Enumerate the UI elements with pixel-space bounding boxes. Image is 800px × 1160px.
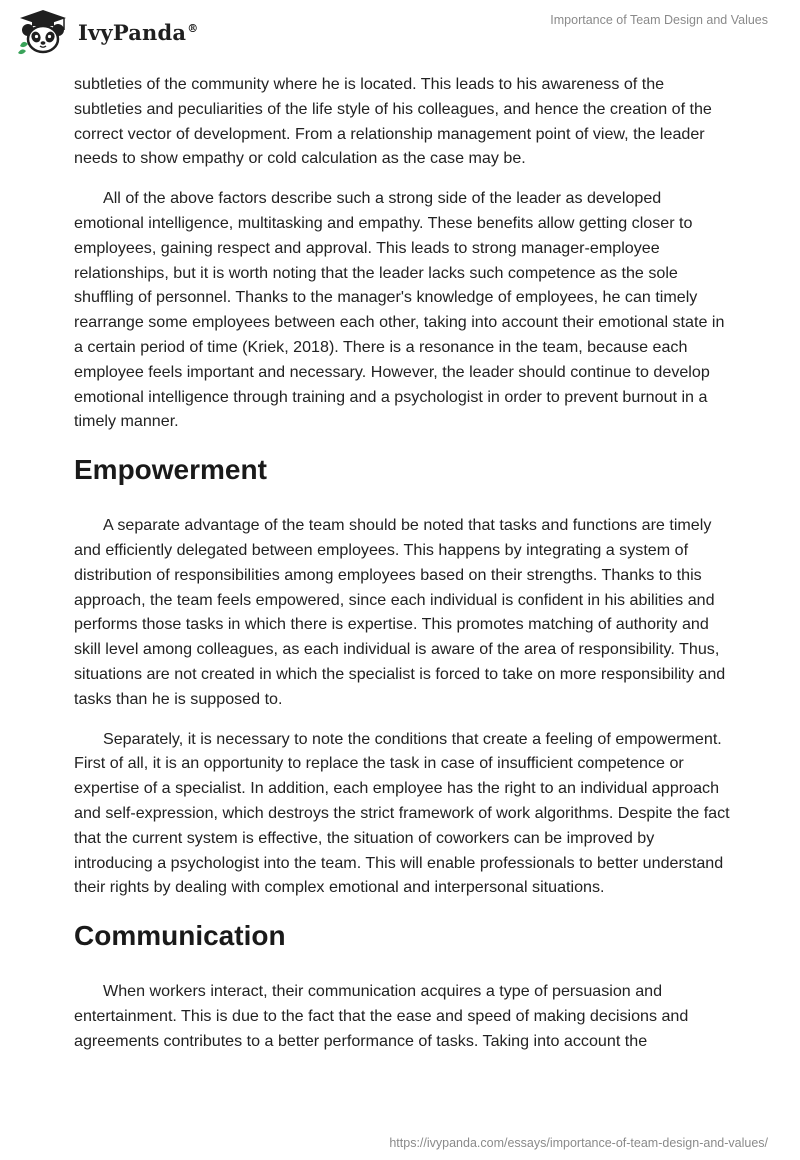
ivypanda-logo[interactable] [14,8,198,56]
paragraph: subtleties of the community where he is located. This leads to his awareness of the subtleties and peculiarities of the life style of his colleagues, and hence the creation of the correct vector of development. From a relationship management point of view, the leader needs to show empathy or cold calculation as the case may be. [74,75,712,168]
logo-text: IvyPanda [78,19,187,45]
panda-graduate-icon [14,8,72,56]
paragraph: A separate advantage of the team should be noted that tasks and functions are timely and efficiently delegated between employees. This happens by integrating a system of distribution of responsibilities among employees based on their strengths. Thanks to this approach, the team feels empowered, since each individual is confident in his abilities and performs those tasks in which there is expertise. This promotes matching of authority and skill level among colleagues, as each individual is aware of the area of responsibility. Thus, situations are not created in which the specialist is forced to take on more responsibility and tasks than he is supposed to. [74,516,726,708]
essay-content [74,72,734,1069]
document-title: Importance of Team Design and Values [550,13,768,27]
logo-wordmark [78,20,198,45]
source-url[interactable]: https://ivypanda.com/essays/importance-of-team-design-and-values/ [389,1136,768,1150]
paragraph: When workers interact, their communication acquires a type of persuasion and entertainment. This is due to the fact that the ease and speed of making decisions and agreements contributes to a better performance of tasks. Taking into account the [74,982,689,1050]
section-heading-empowerment: Empowerment [74,454,267,486]
page-header [0,0,800,70]
section-heading-communication: Communication [74,920,286,952]
registered-mark: ® [187,21,199,35]
paragraph: All of the above factors describe such a strong side of the leader as developed emotional intelligence, multitasking and empathy. These benefits allow getting closer to employees, gaining respect and approval. This leads to strong manager-employee relationships, but it is worth noting that the leader lacks such competence as the sole shuffling of personnel. Thanks to the manager's knowledge of employees, he can timely rearrange some employees between each other, taking into account their emotional state in a certain period of time (Kriek, 2018). There is a resonance in the team, because each employee feels important and necessary. However, the leader should continue to develop emotional intelligence through training and a psychologist in order to prevent burnout in a timely manner. [74,189,725,431]
paragraph: Separately, it is necessary to note the conditions that create a feeling of empowerment. First of all, it is an opportunity to replace the task in case of insufficient competence or expertise of a specialist. In addition, each employee has the right to an individual approach and self-expression, which destroys the strict framework of work algorithms. Despite the fact that the current system is effective, the situation of coworkers can be improved by introducing a psychologist into the team. This will enable professionals to better understand their rights by dealing with complex emotional and interpersonal situations. [74,729,730,897]
